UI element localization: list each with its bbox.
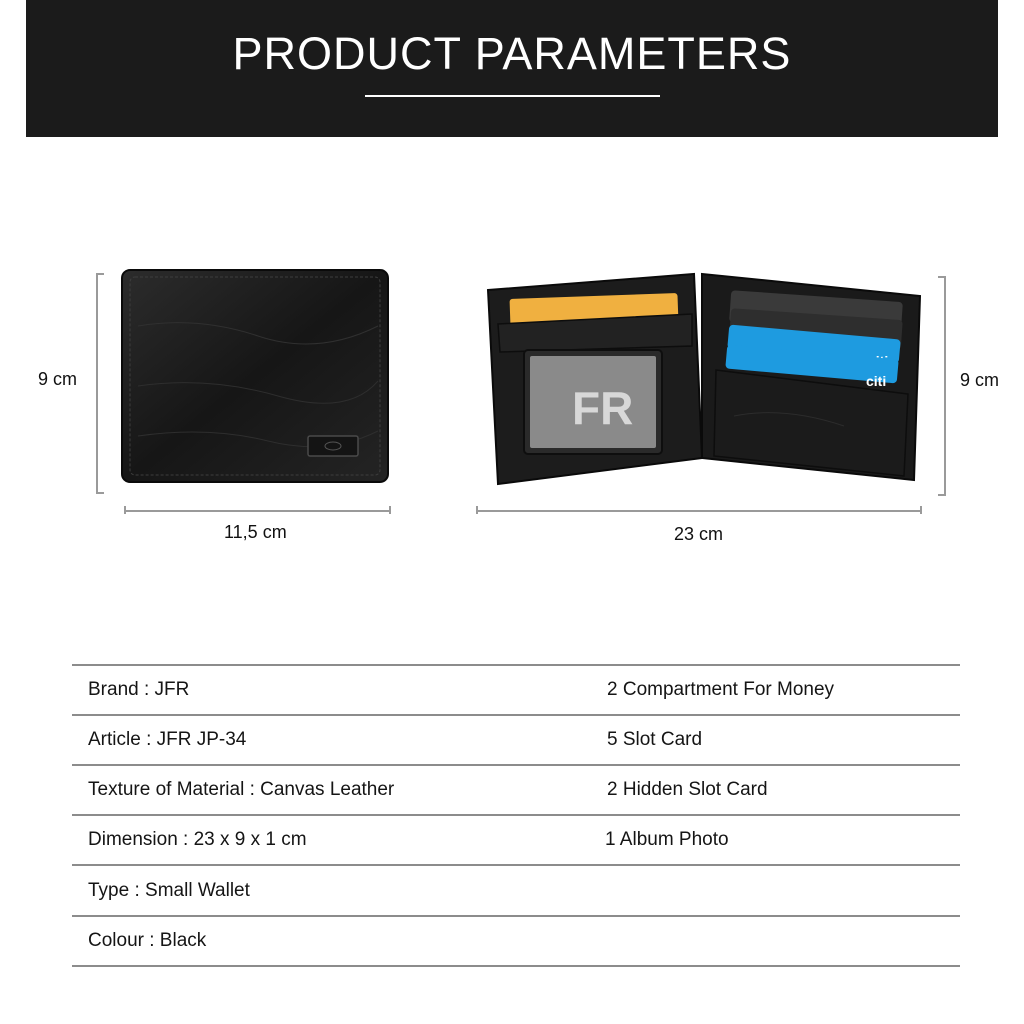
closed-width-line [124,510,391,512]
spec-row [72,864,960,915]
spec-material: Texture of Material : Canvas Leather [88,779,395,800]
closed-width-tick-left [124,506,126,514]
card-brand-4: citi [866,373,887,389]
closed-width-tick-right [389,506,391,514]
open-width-label: 23 cm [674,524,724,544]
spec-brand: Brand : JFR [88,679,190,700]
open-wallet-image [484,266,928,488]
open-width-tick-left [476,506,478,514]
spec-row [72,915,960,967]
spec-dimension: Dimension : 23 x 9 x 1 cm [88,829,307,850]
open-height-label: 9 cm [960,370,1000,390]
open-height-tick-bottom [938,494,946,496]
closed-height-tick-bottom [96,492,104,494]
closed-height-label: 9 cm [38,369,78,389]
open-width-line [476,510,922,512]
spec-table [72,664,960,967]
closed-width-label: 11,5 cm [224,522,287,542]
spec-album-photo: 1 Album Photo [605,829,729,850]
spec-row [72,664,960,714]
spec-row [72,814,960,864]
spec-row [72,714,960,764]
open-height-tick-top [938,276,946,278]
spec-row [72,764,960,814]
spec-colour: Colour : Black [88,930,207,951]
open-width-tick-right [920,506,922,514]
closed-height-tick-top [96,273,104,275]
header-banner [26,0,998,137]
spec-article: Article : JFR JP-34 [88,729,247,750]
title-underline [365,95,660,97]
spec-compartments: 2 Compartment For Money [607,679,835,700]
spec-hidden-slots: 2 Hidden Slot Card [607,779,768,800]
closed-wallet-image [118,266,392,486]
open-height-line [944,276,946,496]
closed-height-line [96,273,98,494]
spec-card-slots: 5 Slot Card [607,729,703,750]
svg-text:FR: FR [572,382,634,434]
page-title: PRODUCT PARAMETERS [232,28,792,79]
spec-type: Type : Small Wallet [88,880,250,901]
